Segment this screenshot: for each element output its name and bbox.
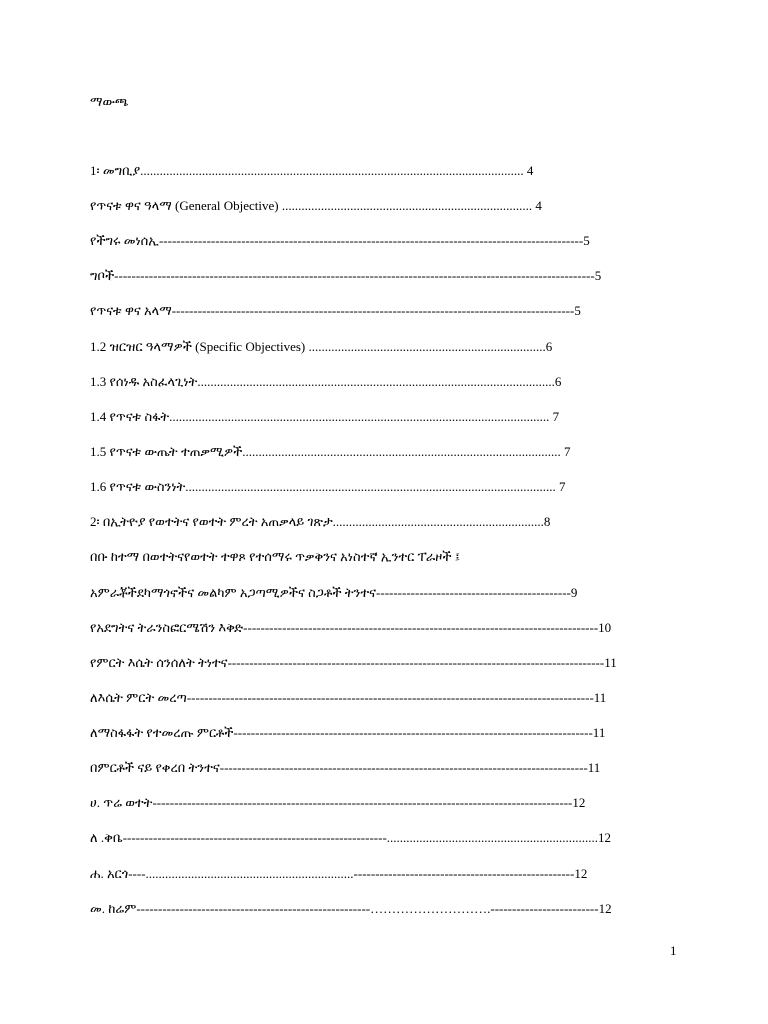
- toc-entry: 1.5 የጥናቱ ውጤት ተጠቃሚዎች.................................................................................................. 7: [90, 444, 571, 459]
- toc-entry: 1.2 ዝርዝር ዓላማዎች (Specific Objectives) .........................................................................6: [90, 339, 553, 354]
- toc-entry: ሐ. አርጎ----................................................................---------------------------------------------------12: [90, 866, 588, 881]
- toc-entry: ለ .ቅቤ-------------------------------------------------------------.................................................................12: [90, 830, 612, 845]
- toc-entry: የአደግትና ትራንስፎርሜሽን እቅድ----------------------------------------------------------------------------------10: [90, 620, 612, 635]
- toc-entry: ግቦች---------------------------------------------------------------------------------------------------------------5: [90, 268, 602, 283]
- toc-entry: መ. ከሬም------------------------------------------------------……………………….-------------------------12: [90, 901, 612, 916]
- toc-entry: ለእሴት ምርት መረጣ----------------------------------------------------------------------------------------------11: [90, 690, 607, 705]
- toc-entry: በቡ ከተማ በወተትናየወተት ተዋጾ የተሰማሩ ጥቃቅንና አነስተኛ ኢንተር ፐራዞች ፤: [90, 549, 461, 564]
- toc-entry: የምርት እሴት ሰንሰለት ትነተና---------------------------------------------------------------------------------------11: [90, 655, 617, 670]
- toc-entry: የችግሩ መነሰኢ--------------------------------------------------------------------------------------------------5: [90, 233, 590, 248]
- toc-entry: ሀ. ጥሬ ወተት-------------------------------------------------------------------------------------------------12: [90, 795, 586, 810]
- toc-entry: 1፡ መግቢያ...................................................................................................................... 4: [90, 163, 534, 178]
- toc-entry: አምራቾችደካማጎኖችና መልካም አጋጣሚዎችና ስጋቶች ትንተና---------------------------------------------9: [90, 585, 578, 600]
- page-number: 1: [670, 943, 677, 958]
- toc-entry: 1.4 የጥናቱ ስፋት..................................................................................................................... 7: [90, 409, 560, 424]
- toc-entry: የጥናቱ ዋና አላማ---------------------------------------------------------------------------------------------5: [90, 303, 581, 318]
- toc-entry: 1.3 የሰነዱ አስፈላጊነት..............................................................................................................6: [90, 374, 562, 389]
- toc-entry: ለማስፋፋት የተመረጡ ምርቶች-----------------------------------------------------------------------------------11: [90, 725, 606, 740]
- toc-entry: የጥናቱ ዋና ዓላማ (General Objective) ............................................................................. 4: [90, 198, 542, 213]
- toc-entry: 1.6 የጥናቱ ውስንነት.................................................................................................................. 7: [90, 479, 566, 494]
- toc-entry: በምርቶች ናይ የቀረበ ትንተና-------------------------------------------------------------------------------------11: [90, 760, 601, 775]
- toc-entry: 2፡ በኢትዮያ የወተትና የወተት ምረት አጠቃላይ ገጽታ.................................................................8: [90, 514, 551, 529]
- toc-heading: ማውጫ: [90, 94, 129, 109]
